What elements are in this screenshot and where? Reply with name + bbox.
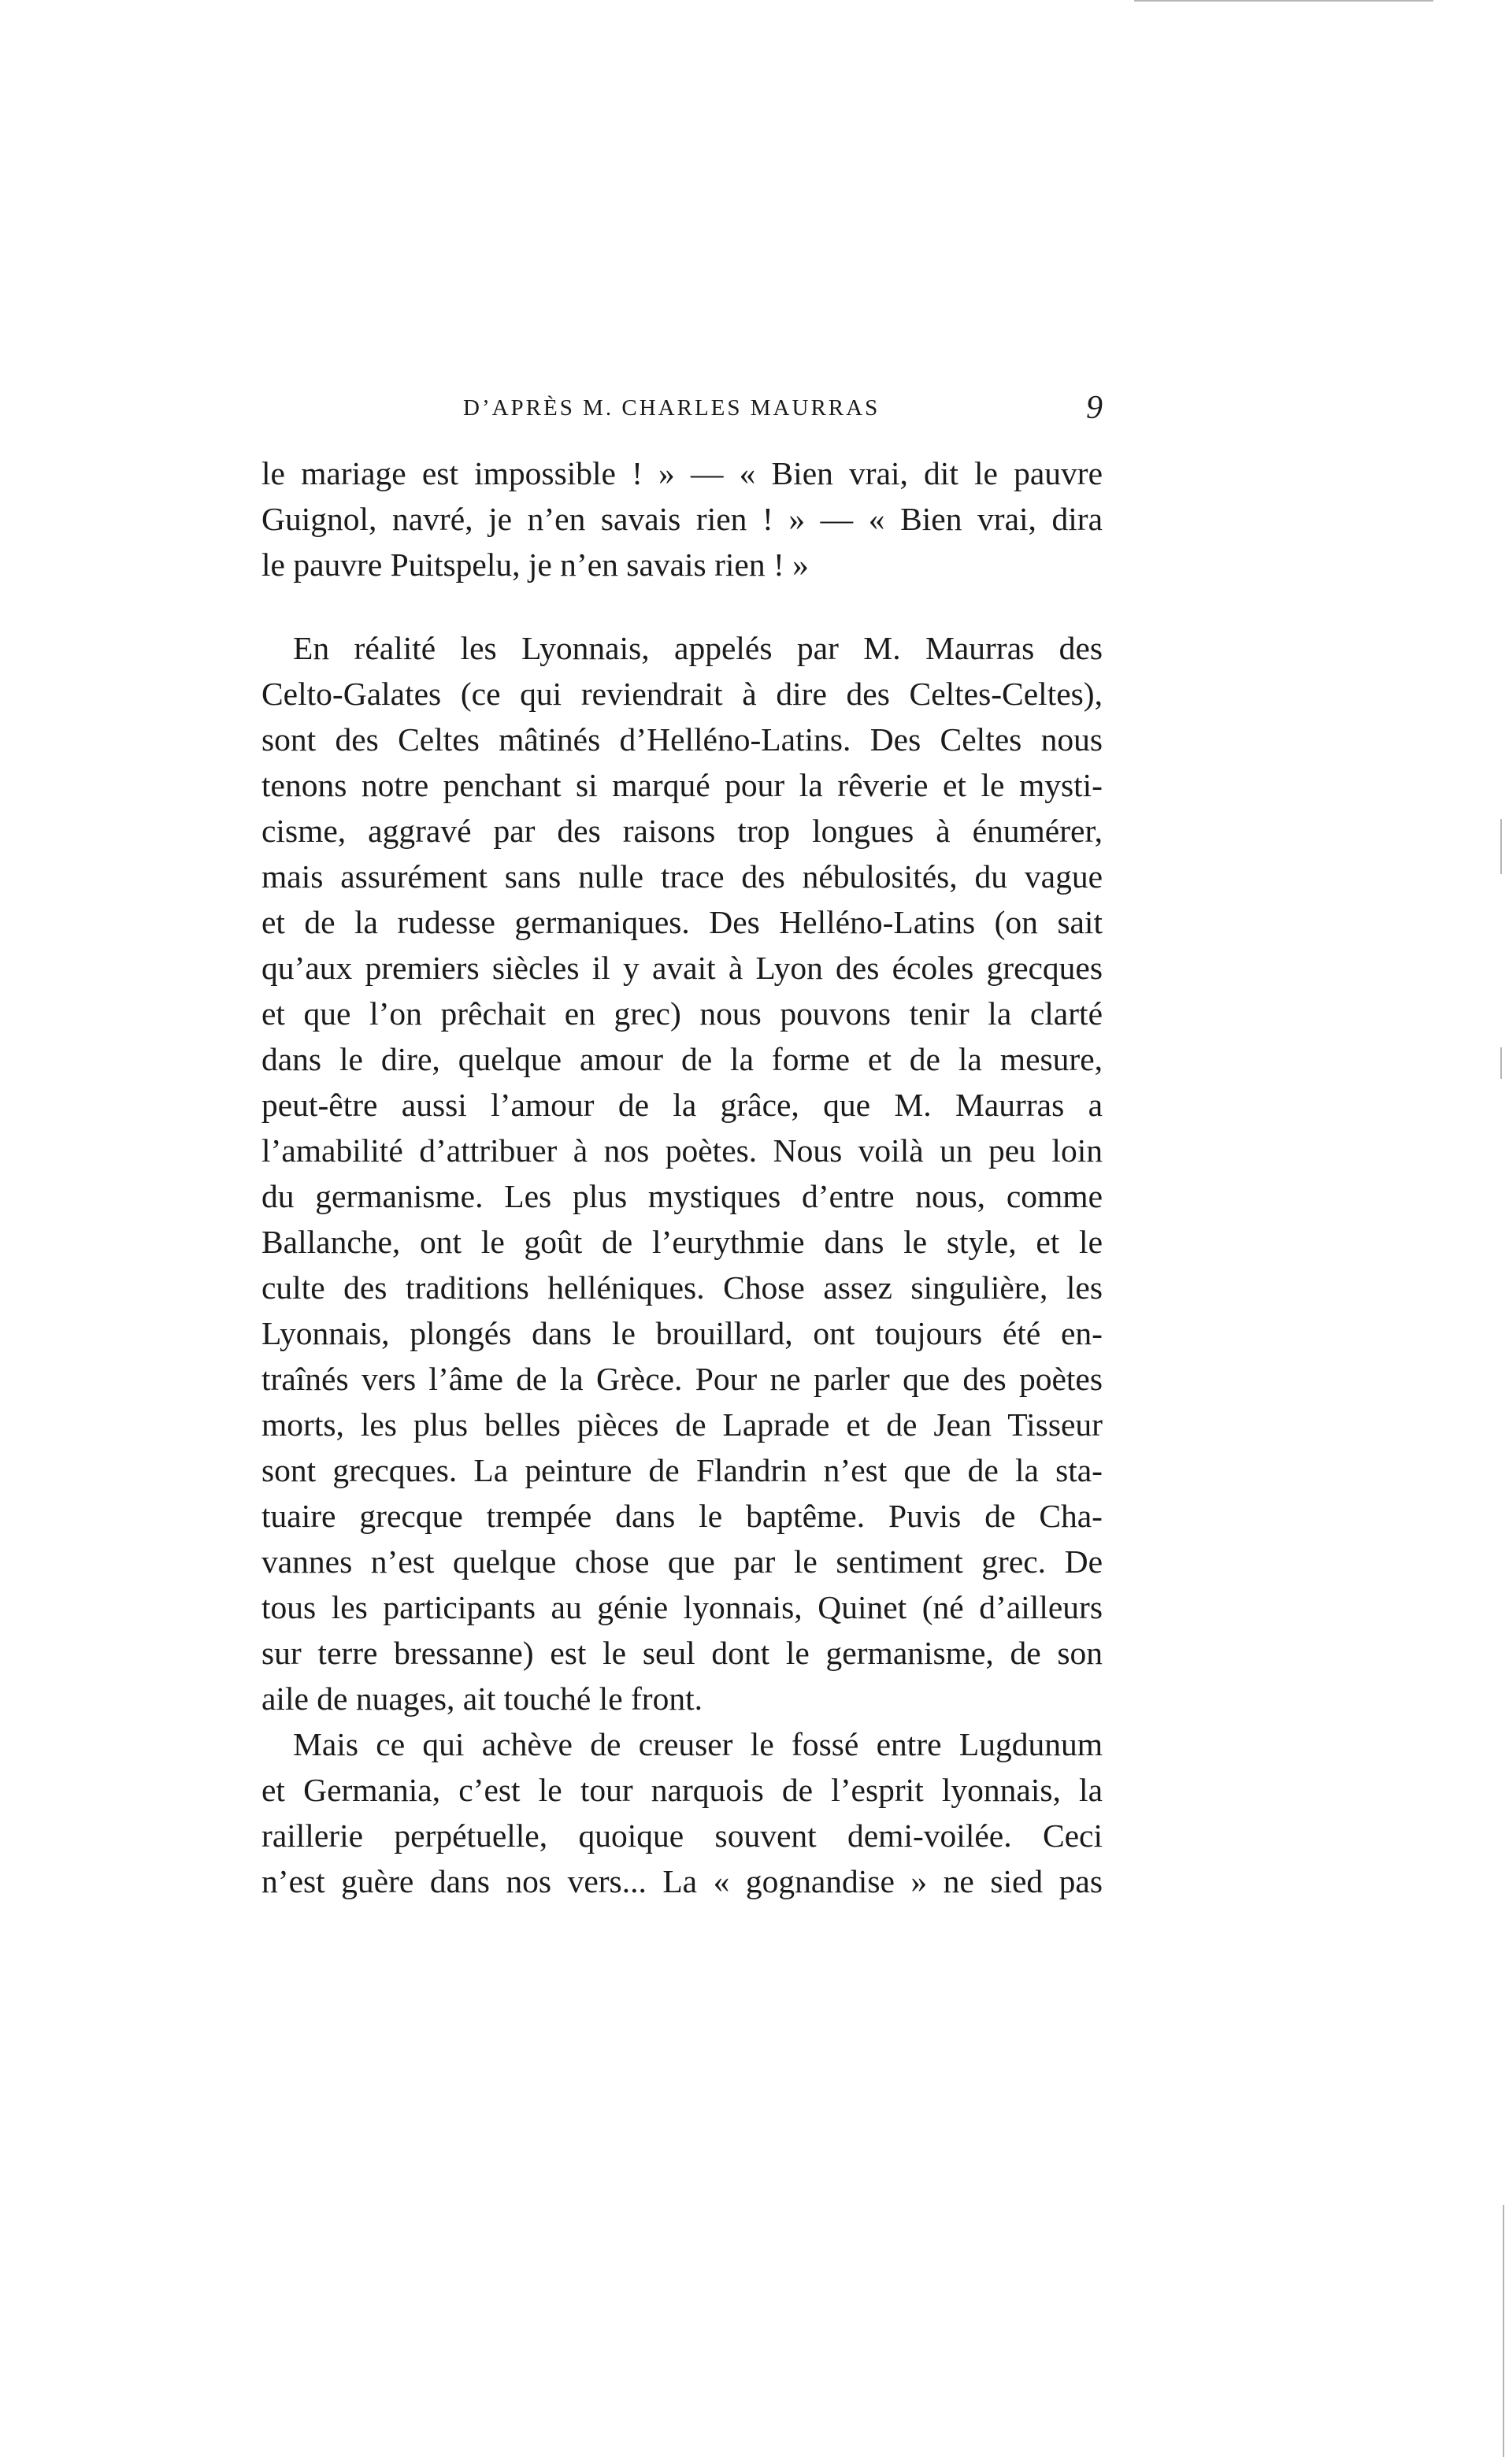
paragraph-spacer: [261, 587, 1103, 625]
page-number: 9: [1086, 390, 1103, 426]
text-line: Lyonnais, plongés dans le brouillard, ont toujours été en-: [261, 1315, 1103, 1351]
text-line: sont des Celtes mâtinés d’Helléno-Latins. Des Celtes nous: [261, 721, 1103, 758]
text-line: et de la rudesse germaniques. Des Helléno-Latins (on sait: [261, 904, 1103, 940]
scan-edge-mark: [1503, 2205, 1504, 2457]
text-line: Ballanche, ont le goût de l’eurythmie dans le style, et le: [261, 1224, 1103, 1260]
text-line: n’est guère dans nos vers... La « gognandise » ne sied pas: [261, 1863, 1103, 1899]
text-line: dans le dire, quelque amour de la forme et de la mesure,: [261, 1041, 1103, 1077]
text-line: et Germania, c’est le tour narquois de l’esprit lyonnais, la: [261, 1772, 1103, 1808]
text-line: mais assurément sans nulle trace des nébulosités, du vague: [261, 858, 1103, 895]
text-line: qu’aux premiers siècles il y avait à Lyon des écoles grecques: [261, 950, 1103, 986]
text-line: raillerie perpétuelle, quoique souvent demi-voilée. Ceci: [261, 1817, 1103, 1854]
text-line: culte des traditions helléniques. Chose assez singulière, les: [261, 1269, 1103, 1306]
scan-edge-mark: [1500, 1047, 1502, 1079]
text-line: Mais ce qui achève de creuser le fossé entre Lugdunum: [293, 1726, 1103, 1762]
text-line: le mariage est impossible ! » — « Bien vrai, dit le pauvre: [261, 455, 1103, 491]
running-head: D’APRÈS M. CHARLES MAURRAS: [463, 395, 881, 421]
text-line: traînés vers l’âme de la Grèce. Pour ne parler que des poètes: [261, 1361, 1103, 1397]
text-line: l’amabilité d’attribuer à nos poètes. Nous voilà un peu loin: [261, 1132, 1103, 1169]
page-header: [260, 389, 1103, 436]
text-line: aile de nuages, ait touché le front.: [261, 1680, 703, 1717]
text-line: vannes n’est quelque chose que par le sentiment grec. De: [261, 1543, 1103, 1580]
text-line: sur terre bressanne) est le seul dont le germanisme, de son: [261, 1635, 1103, 1671]
text-line: tuaire grecque trempée dans le baptême. Puvis de Cha-: [261, 1498, 1103, 1534]
paragraph: [261, 625, 1103, 1721]
text-line: Celto-Galates (ce qui reviendrait à dire des Celtes-Celtes),: [261, 676, 1103, 712]
text-line: et que l’on prêchait en grec) nous pouvons tenir la clarté: [261, 995, 1103, 1032]
text-line: peut-être aussi l’amour de la grâce, que M. Maurras a: [261, 1087, 1103, 1123]
text-line: le pauvre Puitspelu, je n’en savais rien ! »: [261, 547, 809, 583]
text-line: Guignol, navré, je n’en savais rien ! » — « Bien vrai, dira: [261, 501, 1103, 537]
paragraph: [261, 450, 1103, 587]
paragraph: [261, 1721, 1103, 1904]
text-line: du germanisme. Les plus mystiques d’entre nous, comme: [261, 1178, 1103, 1214]
text-line: cisme, aggravé par des raisons trop longues à énumérer,: [261, 813, 1103, 849]
text-line: En réalité les Lyonnais, appelés par M. Maurras des: [293, 630, 1103, 666]
text-line: morts, les plus belles pièces de Laprade et de Jean Tisseur: [261, 1406, 1103, 1443]
text-line: sont grecques. La peinture de Flandrin n’est que de la sta-: [261, 1452, 1103, 1488]
text-line: tenons notre penchant si marqué pour la rêverie et le mysti-: [261, 767, 1103, 803]
text-line: tous les participants au génie lyonnais, Quinet (né d’ailleurs: [261, 1589, 1103, 1625]
scan-edge-mark: [1500, 819, 1502, 874]
body-text: [261, 450, 1103, 1904]
scan-edge-mark: [1134, 0, 1433, 2]
